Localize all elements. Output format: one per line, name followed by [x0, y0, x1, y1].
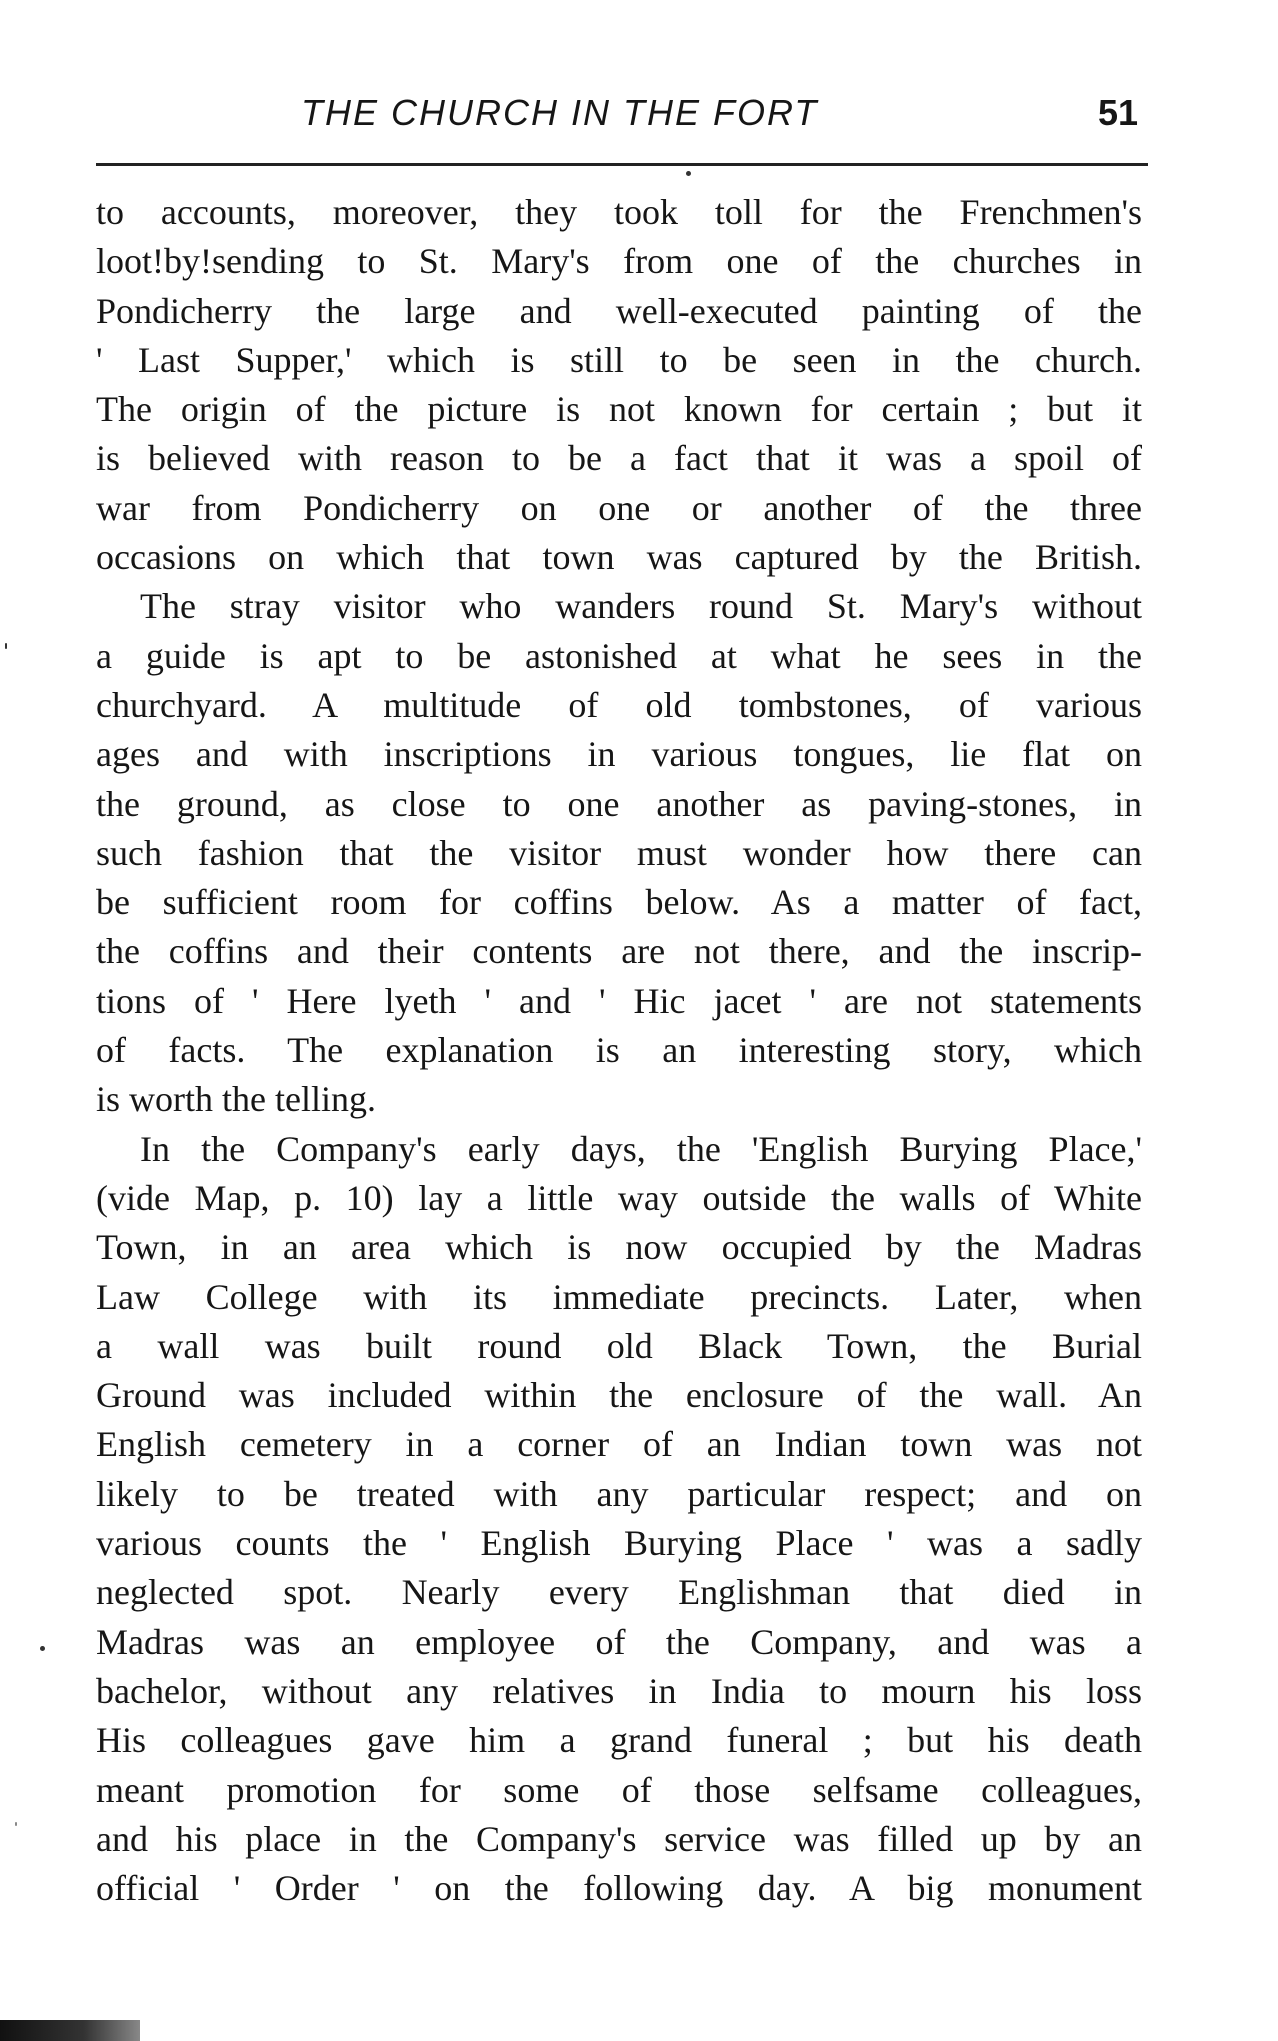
running-head [96, 92, 1146, 152]
text-line: official ' Order ' on the following day. A big monument [96, 1868, 1142, 1909]
text-line: such fashion that the visitor must wonder how there can [96, 832, 1142, 873]
text-line: Pondicherry the large and well-executed painting of the [96, 290, 1142, 331]
text-line: Town, in an area which is now occupied by the Madras [96, 1227, 1142, 1268]
text-line: Ground was included within the enclosure of the wall. An [96, 1375, 1142, 1416]
text-line: neglected spot. Nearly every Englishman that died in [96, 1572, 1142, 1613]
text-line: His colleagues gave him a grand funeral ; but his death [96, 1720, 1142, 1761]
scan-speck [15, 1822, 17, 1826]
text-line: is believed with reason to be a fact that it was a spoil of [96, 438, 1142, 479]
body-text [96, 188, 1142, 1913]
text-line: tions of ' Here lyeth ' and ' Hic jacet ' are not statements [96, 980, 1142, 1021]
text-line: a guide is apt to be astonished at what he sees in the [96, 635, 1142, 676]
text-line: Law College with its immediate precincts. Later, when [96, 1276, 1142, 1317]
text-line: ' Last Supper,' which is still to be seen in the church. [96, 339, 1142, 380]
text-line: (vide Map, p. 10) lay a little way outside the walls of White [96, 1177, 1142, 1218]
text-line: is worth the telling. [96, 1079, 376, 1120]
text-line: a wall was built round old Black Town, the Burial [96, 1325, 1142, 1366]
text-line: of facts. The explanation is an interesting story, which [96, 1030, 1142, 1071]
text-line: occasions on which that town was captured by the British. [96, 537, 1142, 578]
text-line: to accounts, moreover, they took toll for the Frenchmen's [96, 192, 1142, 232]
text-line: war from Pondicherry on one or another of the three [96, 487, 1142, 528]
page-number: 51 [1097, 92, 1138, 133]
text-line: churchyard. A multitude of old tombstones, of various [96, 684, 1142, 725]
scan-speck [5, 643, 7, 649]
scan-speck [40, 1646, 45, 1651]
text-line: ages and with inscriptions in various tongues, lie flat on [96, 734, 1142, 775]
ink-dot [686, 171, 691, 176]
text-line: various counts the ' English Burying Place ' was a sadly [96, 1523, 1142, 1564]
text-line: The stray visitor who wanders round St. Mary's without [140, 586, 1142, 627]
text-line: meant promotion for some of those selfsame colleagues, [96, 1769, 1142, 1810]
running-title: THE CHURCH IN THE FORT [301, 92, 819, 133]
text-line: the ground, as close to one another as paving-stones, in [96, 783, 1142, 824]
text-line: In the Company's early days, the 'English Burying Place,' [140, 1128, 1142, 1169]
text-line: English cemetery in a corner of an Indian town was not [96, 1424, 1142, 1465]
text-line: be sufficient room for coffins below. As a matter of fact, [96, 882, 1142, 923]
header-rule [96, 163, 1148, 166]
text-line: and his place in the Company's service was filled up by an [96, 1818, 1142, 1859]
text-line: the coffins and their contents are not there, and the inscrip- [96, 931, 1142, 972]
text-line: Madras was an employee of the Company, and was a [96, 1621, 1142, 1662]
text-line: bachelor, without any relatives in India to mourn his loss [96, 1670, 1142, 1711]
text-line: loot!by!sending to St. Mary's from one of the churches in [96, 241, 1142, 282]
text-line: likely to be treated with any particular respect; and on [96, 1473, 1142, 1514]
text-line: The origin of the picture is not known for certain ; but it [96, 389, 1142, 430]
scan-edge-shadow [0, 2020, 140, 2041]
